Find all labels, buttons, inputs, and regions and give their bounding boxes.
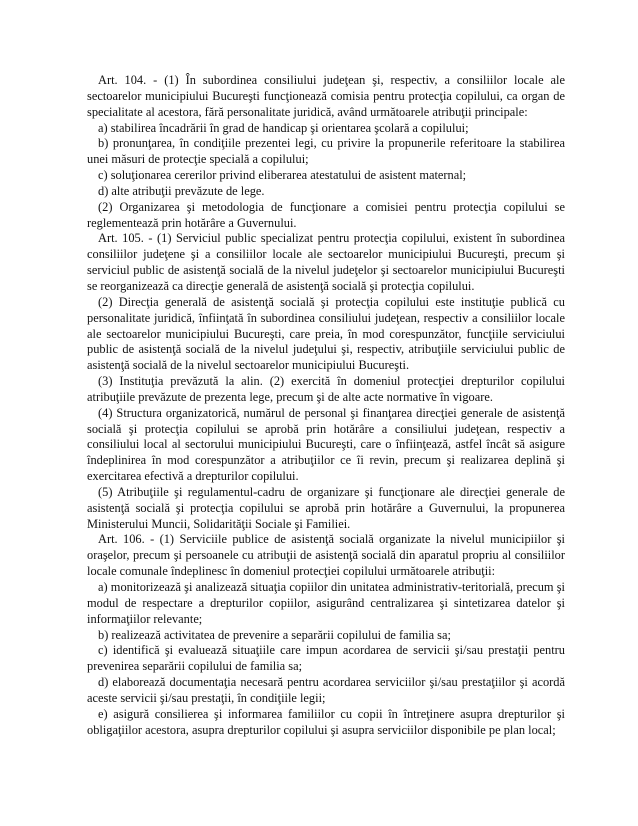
article-104-item-a: a) stabilirea încadrării în grad de handicap şi orientarea şcolară a copilului; <box>98 120 469 135</box>
article-104-item-c: c) soluţionarea cererilor privind eliberarea atestatului de asistent maternal; <box>98 168 467 183</box>
article-106-item-b: b) realizează activitatea de prevenire a separării copilului de familia sa; <box>98 627 451 642</box>
article-106-item-c: c) identifică şi evaluează situaţiile care impun acordarea de servicii şi/sau prestaţii pentru prevenirea separării copilului de familia sa; <box>87 643 565 674</box>
document-body <box>87 73 565 738</box>
article-106-item-a: a) monitorizează şi analizează situaţia copiilor din unitatea administrativ-teritorială, precum şi modul de respectare a drepturilor copiilor, asigurând centralizarea şi sintetizarea datelor şi informaţiilor relevante; <box>87 580 565 626</box>
article-105-paragraph-4: (4) Structura organizatorică, numărul de personal şi finanţarea direcţiei generale de asistenţă socială şi protecţia copilului se aprobă prin hotărâre a consiliului judeţean, respectiv a consiliului local al sectorului municipiului Bucureşti, care o înfiinţează, astfel încât să asigure îndeplinirea în mod corespunzător a atribuţiilor ce îi revin, precum şi realizarea deplină şi exercitarea efectivă a drepturilor copilului. <box>87 405 565 484</box>
article-104-item-d: d) alte atribuţii prevăzute de lege. <box>98 183 265 198</box>
article-104-item-b: b) pronunţarea, în condiţiile prezentei legi, cu privire la propunerile referitoare la stabilirea unei măsuri de protecţie specială a copilului; <box>87 136 565 167</box>
article-105-paragraph-2: (2) Direcţia generală de asistenţă socială şi protecţia copilului este instituţie publică cu personalitate juridică, înfiinţată în subordinea consiliului judeţean, respectiv a consiliilor locale ale sectoarelor municipiului Bucureşti, care preia, în mod corespunzător, funcţiile serviciului public de asistenţă socială de la nivelul judeţului şi, respectiv, atribuţiile serviciului public de asistenţă socială de la nivelul sectoarelor municipiului Bucureşti. <box>87 294 565 373</box>
article-104-paragraph-1: Art. 104. - (1) În subordinea consiliului judeţean şi, respectiv, a consiliilor locale ale sectoarelor municipiului Bucureşti funcţionează comisia pentru protecţia copilului, ca organ de specialitate al acestora, fără personalitate juridică, având următoarele atribuţii principale: <box>87 73 565 119</box>
article-106-paragraph-1: Art. 106. - (1) Serviciile publice de asistenţă socială organizate la nivelul municipiilor şi oraşelor, precum şi persoanele cu atribuţii de asistenţă socială din aparatul propriu al consiliilor locale comunale îndeplinesc în domeniul protecţiei copilului următoarele atribuţii: <box>87 532 565 579</box>
article-105-paragraph-1: Art. 105. - (1) Serviciul public specializat pentru protecţia copilului, existent în subordinea consiliilor judeţene şi a consiliilor locale ale sectoarelor municipiului Bucureşti, precum şi serviciul public de asistenţă socială de la nivelul judeţelor şi sectoarelor municipiului Bucureşti se reorganizează ca direcţie generală de asistenţă socială şi protecţia copilului. <box>87 231 565 293</box>
article-106-item-e: e) asigură consilierea şi informarea familiilor cu copii în întreţinere asupra drepturilor şi obligaţiilor acestora, asupra drepturilor copilului şi asupra serviciilor disponibile pe plan local; <box>87 706 565 737</box>
article-105-paragraph-3: (3) Instituţia prevăzută la alin. (2) exercită în domeniul protecţiei drepturilor copilului atribuţiile prevăzute de prezenta lege, precum şi de alte acte normative în vigoare. <box>87 374 565 404</box>
article-106-item-d: d) elaborează documentaţia necesară pentru acordarea serviciilor şi/sau prestaţiilor şi acordă aceste servicii şi/sau prestaţii, în condiţiile legii; <box>87 675 565 705</box>
article-104-paragraph-2: (2) Organizarea şi metodologia de funcţionare a comisiei pentru protecţia copilului se reglementează prin hotărâre a Guvernului. <box>87 199 565 230</box>
article-105-paragraph-5: (5) Atribuţiile şi regulamentul-cadru de organizare şi funcţionare ale direcţiei generale de asistenţă socială şi protecţia copilului se aprobă prin hotărâre a Guvernului, la propunerea Ministerului Muncii, Solidarităţii Sociale şi Familiei. <box>87 484 565 531</box>
